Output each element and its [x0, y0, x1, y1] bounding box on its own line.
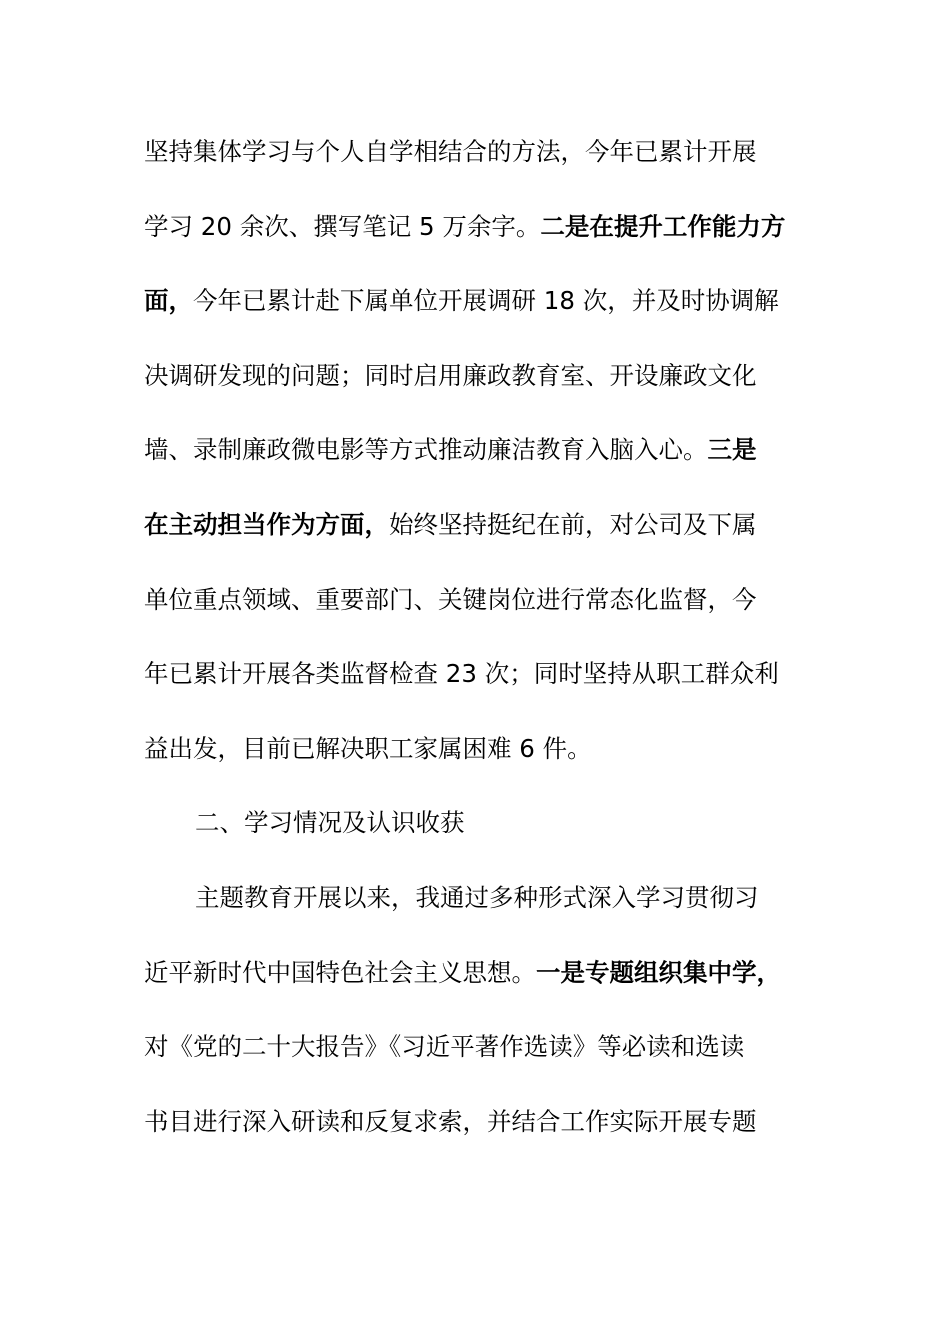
text-segment: 单位重点领域、重要部门、关键岗位进行常态化监督，今 [144, 584, 757, 614]
text-segment: 始终坚持挺纪在前，对公司及下属 [389, 509, 757, 539]
text-segment: 年已累计开展各类监督检查 23 次；同时坚持从职工群众利 [144, 659, 779, 689]
paragraph-line-indented [144, 870, 844, 945]
paragraph-line [144, 721, 844, 796]
paragraph-line [144, 497, 844, 572]
paragraph-line [144, 273, 844, 348]
bold-text-segment: 在主动担当作为方面， [144, 509, 389, 539]
paragraph-line [144, 1019, 844, 1094]
text-segment: 学习 20 余次、撰写笔记 5 万余字。 [144, 211, 541, 241]
paragraph-line [144, 646, 844, 721]
text-segment: 主题教育开展以来，我通过多种形式深入学习贯彻习 [195, 882, 759, 912]
bold-text-segment: 三是 [707, 435, 757, 465]
bold-text-segment: 面， [144, 286, 193, 316]
text-segment: 对《党的二十大报告》《习近平著作选读》等必读和选读 [144, 1032, 745, 1062]
paragraph-line [144, 572, 844, 647]
text-segment: 今年已累计赴下属单位开展调研 18 次，并及时协调解 [193, 286, 779, 316]
text-segment: 益出发，目前已解决职工家属困难 6 件。 [144, 733, 592, 763]
paragraph-line [144, 348, 844, 423]
document-body [144, 124, 844, 1168]
paragraph-line [144, 124, 844, 199]
paragraph-line [144, 422, 844, 497]
text-segment: 墙、录制廉政微电影等方式推动廉洁教育入脑入心。 [144, 435, 708, 465]
bold-text-segment: 一是专题组织集中学， [536, 957, 781, 987]
paragraph-line [144, 199, 844, 274]
text-segment: 二、学习情况及认识收获 [195, 808, 465, 838]
text-segment: 决调研发现的问题；同时启用廉政教育室、开设廉政文化 [144, 360, 757, 390]
text-segment: 坚持集体学习与个人自学相结合的方法，今年已累计开展 [144, 137, 757, 166]
paragraph-line [144, 1094, 844, 1169]
text-segment: 近平新时代中国特色社会主义思想。 [144, 957, 536, 987]
bold-text-segment: 二是在提升工作能力方 [540, 211, 786, 241]
text-segment: 书目进行深入研读和反复求索，并结合工作实际开展专题 [144, 1106, 757, 1136]
paragraph-line [144, 945, 844, 1020]
paragraph-line-indented [144, 795, 844, 870]
